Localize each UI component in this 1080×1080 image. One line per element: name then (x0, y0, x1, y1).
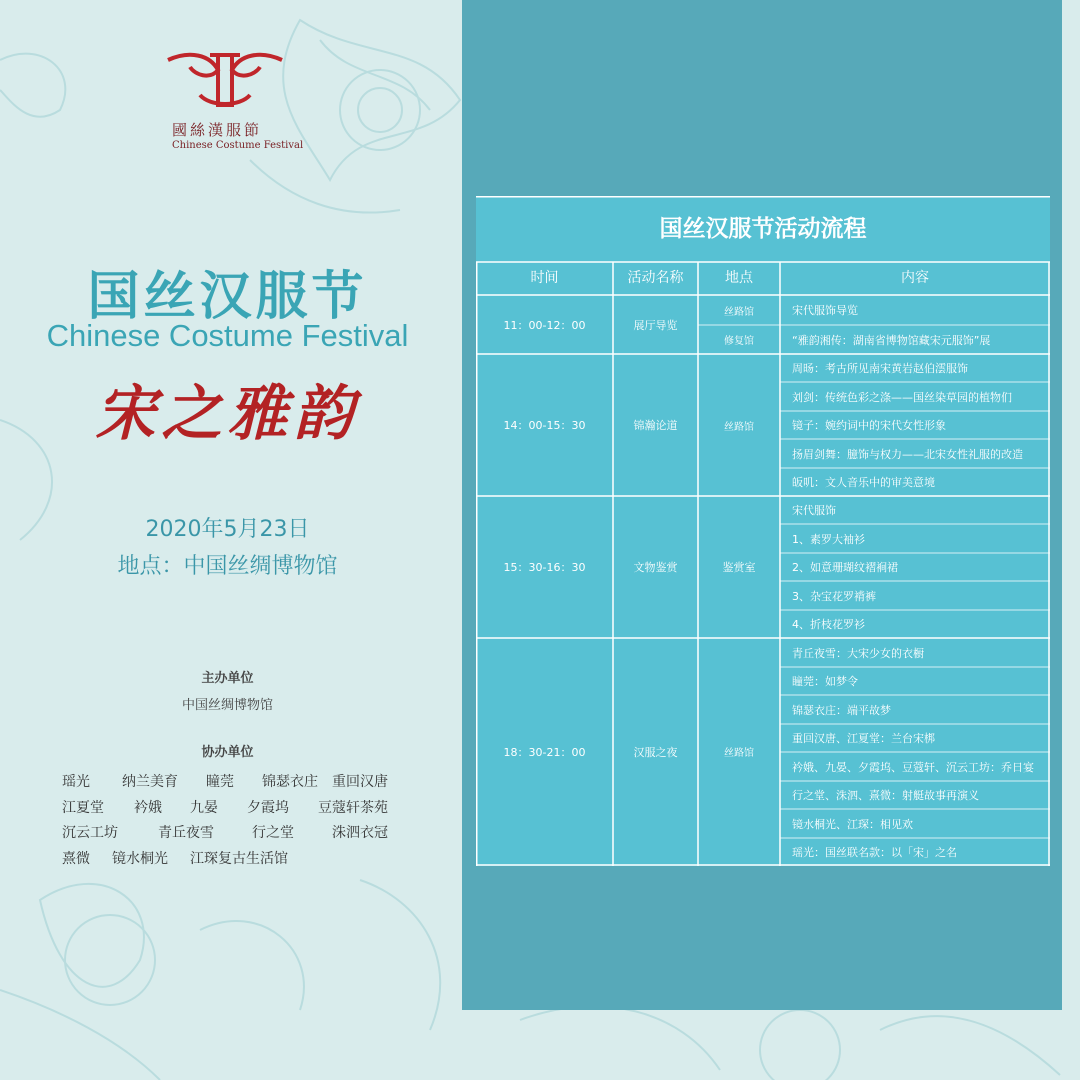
festival-title-cn: 国丝汉服节 (87, 267, 368, 327)
schedule-table (476, 196, 1050, 866)
co-organizer: 熹微 (62, 850, 90, 867)
location-cell: 丝路馆 (724, 748, 754, 759)
location-cell: 丝路馆 (724, 306, 754, 318)
activity-cell: 锦瀚论道 (633, 419, 678, 432)
event-date: 2020年5月23日 (145, 517, 310, 542)
header-content: 内容 (901, 270, 929, 286)
organizer-name: 中国丝绸博物馆 (181, 698, 273, 713)
content-cell: 瑶光：国丝联名款：以「宋」之名 (792, 845, 957, 859)
time-cell: 15：30-16：30 (503, 561, 586, 574)
content-cell: 扬眉剑舞：臆饰与权力——北宋女性礼服的改造 (792, 447, 1023, 461)
co-organizer-list (62, 771, 402, 873)
content-cell: 4、折枝花罗衫 (792, 618, 865, 631)
activity-cell: 展厅导览 (633, 318, 678, 332)
co-organizer-row (62, 822, 402, 848)
content-cell: 重回汉唐、江夏堂：兰台宋梆 (792, 732, 935, 745)
location-cell: 鉴赏室 (722, 561, 756, 574)
content-cell: 镜子：婉约词中的宋代女性形象 (792, 419, 946, 432)
content-cell: 镜水桐光、江琛：相见欢 (792, 817, 913, 831)
festival-subtitle: 宋之雅韵 (95, 379, 360, 449)
activity-cell: 汉服之夜 (633, 745, 678, 759)
co-organizer-title: 协办单位 (201, 745, 254, 760)
co-organizer: 江琛复古生活馆 (190, 850, 288, 867)
content-cell: 3、杂宝花罗褙裤 (792, 589, 876, 603)
co-organizer: 江夏堂 (62, 799, 104, 816)
content-cell: 周旸：考古所见南宋黄岩赵伯澐服饰 (792, 362, 968, 375)
content-cell: “雅韵湘传：湖南省博物馆藏宋元服饰”展 (792, 333, 991, 347)
content-cell: 皈叽：文人音乐中的审美意境 (792, 476, 935, 489)
co-organizer: 瞳莞 (206, 774, 234, 790)
co-organizer: 锦瑟衣庄 (262, 774, 318, 790)
cloud-crest-icon (160, 45, 290, 115)
co-organizer: 夕霞坞 (247, 799, 289, 816)
festival-title-en: Chinese Costume Festival (46, 318, 409, 353)
co-organizer-row (62, 848, 402, 874)
time-cell: 18：30-21：00 (503, 745, 586, 759)
organizer-title: 主办单位 (201, 671, 254, 686)
content-cell: 宋代服饰 (792, 504, 836, 517)
co-organizer: 豆蔻轩茶苑 (318, 799, 388, 816)
content-cell: 1、素罗大袖衫 (792, 532, 865, 546)
content-cell: 衿娥、九晏、夕霞坞、豆蔻轩、沉云工坊：乔日宴 (792, 760, 1034, 774)
time-cell: 11：00-12：00 (503, 318, 586, 332)
co-organizer: 青丘夜雪 (158, 825, 214, 841)
content-cell: 行之堂、洙泗、熹微：射艇故事再演义 (792, 789, 979, 802)
co-organizer: 九晏 (190, 799, 218, 816)
content-cell: 锦瑟衣庄：端平故梦 (792, 703, 891, 717)
event-venue: 地点：中国丝绸博物馆 (117, 554, 338, 579)
location-cell: 修复馆 (724, 336, 754, 347)
co-organizer: 重回汉唐 (332, 774, 388, 790)
logo-name-cn: 國絲漢服節 (172, 121, 263, 139)
header-activity: 活动名称 (627, 270, 684, 286)
activity-cell: 文物鉴赏 (633, 561, 678, 574)
content-cell: 瞳莞：如梦令 (792, 675, 858, 688)
co-organizer-row (62, 797, 402, 823)
co-organizer: 沉云工坊 (62, 825, 118, 841)
co-organizer-row (62, 771, 402, 797)
content-cell: 2、如意珊瑚纹褶裥裙 (792, 561, 898, 574)
content-cell: 刘剑：传统色彩之涤——国丝染草园的植物们 (792, 390, 1012, 404)
festival-logo (160, 45, 304, 151)
content-cell: 宋代服饰导览 (792, 304, 858, 317)
header-location: 地点 (725, 270, 753, 286)
logo-name-en: Chinese Costume Festival (172, 140, 304, 151)
time-cell: 14：00-15：30 (503, 419, 586, 432)
schedule-title: 国丝汉服节活动流程 (659, 216, 867, 242)
co-organizer: 行之堂 (252, 825, 294, 841)
location-cell: 丝路馆 (724, 421, 754, 433)
co-organizer: 镜水桐光 (112, 850, 168, 867)
co-organizer: 瑶光 (62, 774, 90, 790)
co-organizer: 纳兰美育 (122, 774, 178, 790)
co-organizer: 衿娥 (134, 799, 162, 816)
header-time: 时间 (530, 270, 559, 286)
content-cell: 青丘夜雪：大宋少女的衣橱 (792, 646, 924, 660)
co-organizer: 洙泗衣冠 (332, 825, 388, 841)
